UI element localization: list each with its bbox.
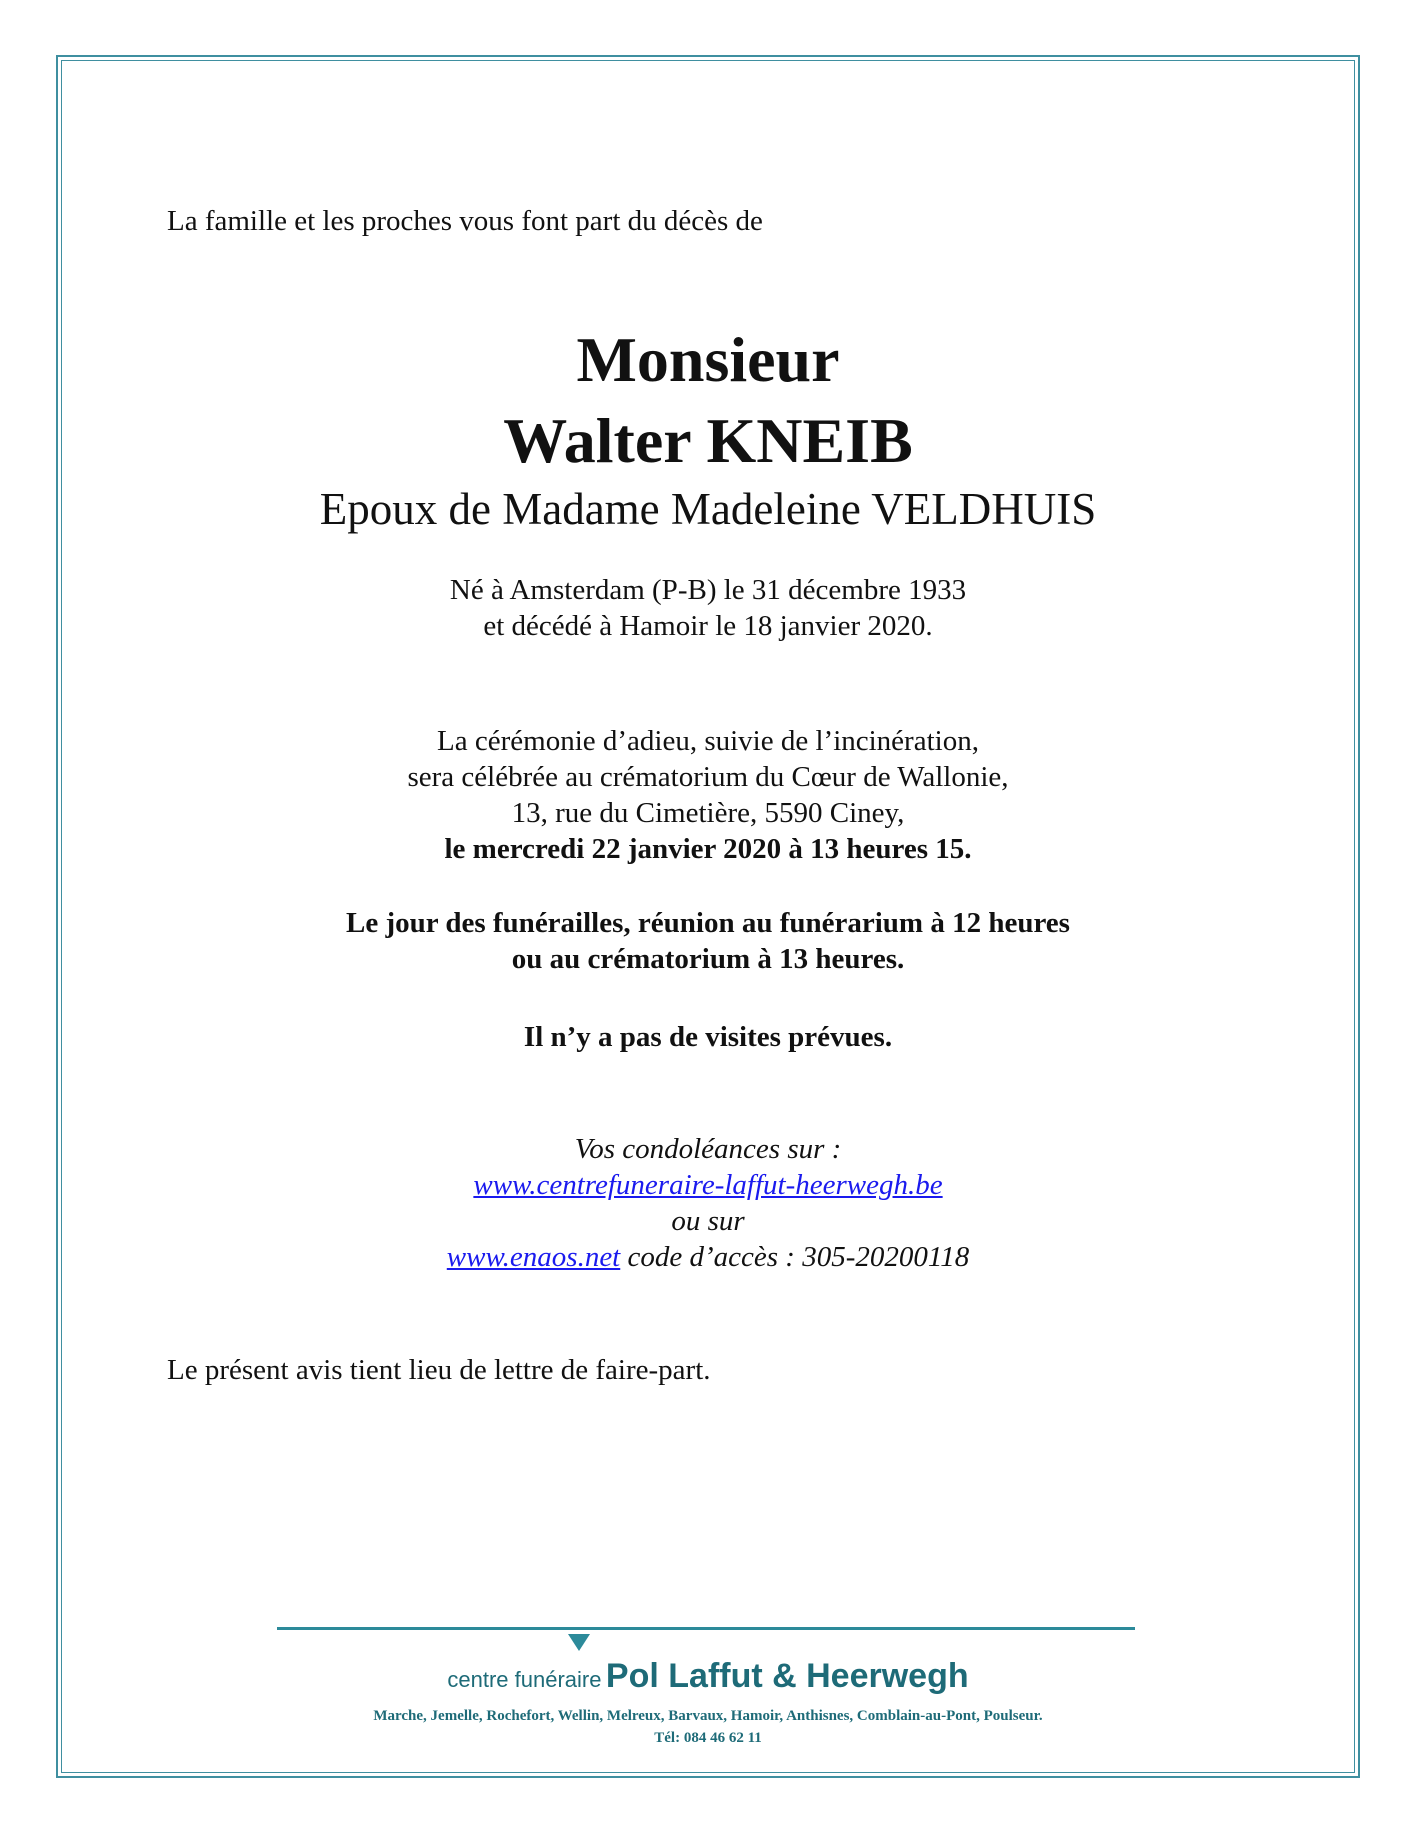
footer-brand-small: centre funéraire — [447, 1667, 602, 1692]
condolences-block — [0, 1131, 1416, 1275]
notice-text: Le présent avis tient lieu de lettre de faire-part. — [167, 1354, 711, 1386]
visits-notice: Il n’y a pas de visites prévues. — [523, 1021, 893, 1053]
footer-brand-name: Pol Laffut & Heerwegh — [605, 1657, 969, 1695]
footer-phone: Tél: 084 46 62 11 — [654, 1730, 762, 1746]
dates-block — [0, 572, 1416, 644]
intro-text: La famille et les proches vous font part du décès de — [167, 205, 763, 237]
ceremony-line-2: sera célébrée au crématorium du Cœur de Wallonie, — [407, 761, 1009, 793]
access-code: code d’accès : 305-20200118 — [627, 1241, 970, 1273]
condolences-label: Vos condoléances sur : — [574, 1133, 842, 1165]
ceremony-address: 13, rue du Cimetière, 5590 Ciney, — [511, 797, 905, 829]
footer-towns: Marche, Jemelle, Rochefort, Wellin, Melreux, Barvaux, Hamoir, Anthisnes, Comblain-au-Pont, Poulseur. — [373, 1708, 1043, 1724]
condolences-or: ou sur — [671, 1205, 745, 1237]
deceased-spouse: Epoux de Madame Madeleine VELDHUIS — [319, 484, 1097, 534]
footer-triangle-icon — [568, 1634, 590, 1651]
gathering-line-1: Le jour des funérailles, réunion au funérarium à 12 heures — [346, 907, 1070, 939]
birth-line: Né à Amsterdam (P-B) le 31 décembre 1933 — [449, 574, 967, 606]
death-line: et décédé à Hamoir le 18 janvier 2020. — [483, 610, 933, 642]
gathering-block — [0, 905, 1416, 977]
condolences-link-centrefuneraire[interactable]: www.centrefuneraire-laffut-heerwegh.be — [473, 1169, 943, 1201]
deceased-name: Walter KNEIB — [503, 405, 913, 476]
ceremony-line-1: La cérémonie d’adieu, suivie de l’incinération, — [437, 725, 979, 757]
footer-divider — [277, 1627, 1135, 1630]
footer-logo — [0, 1657, 1416, 1696]
ceremony-datetime: le mercredi 22 janvier 2020 à 13 heures 15. — [444, 833, 972, 865]
deceased-civility: Monsieur — [576, 324, 840, 395]
ceremony-block — [0, 723, 1416, 867]
gathering-line-2: ou au crématorium à 13 heures. — [511, 943, 905, 975]
condolences-link-enaos[interactable]: www.enaos.net — [446, 1241, 621, 1273]
